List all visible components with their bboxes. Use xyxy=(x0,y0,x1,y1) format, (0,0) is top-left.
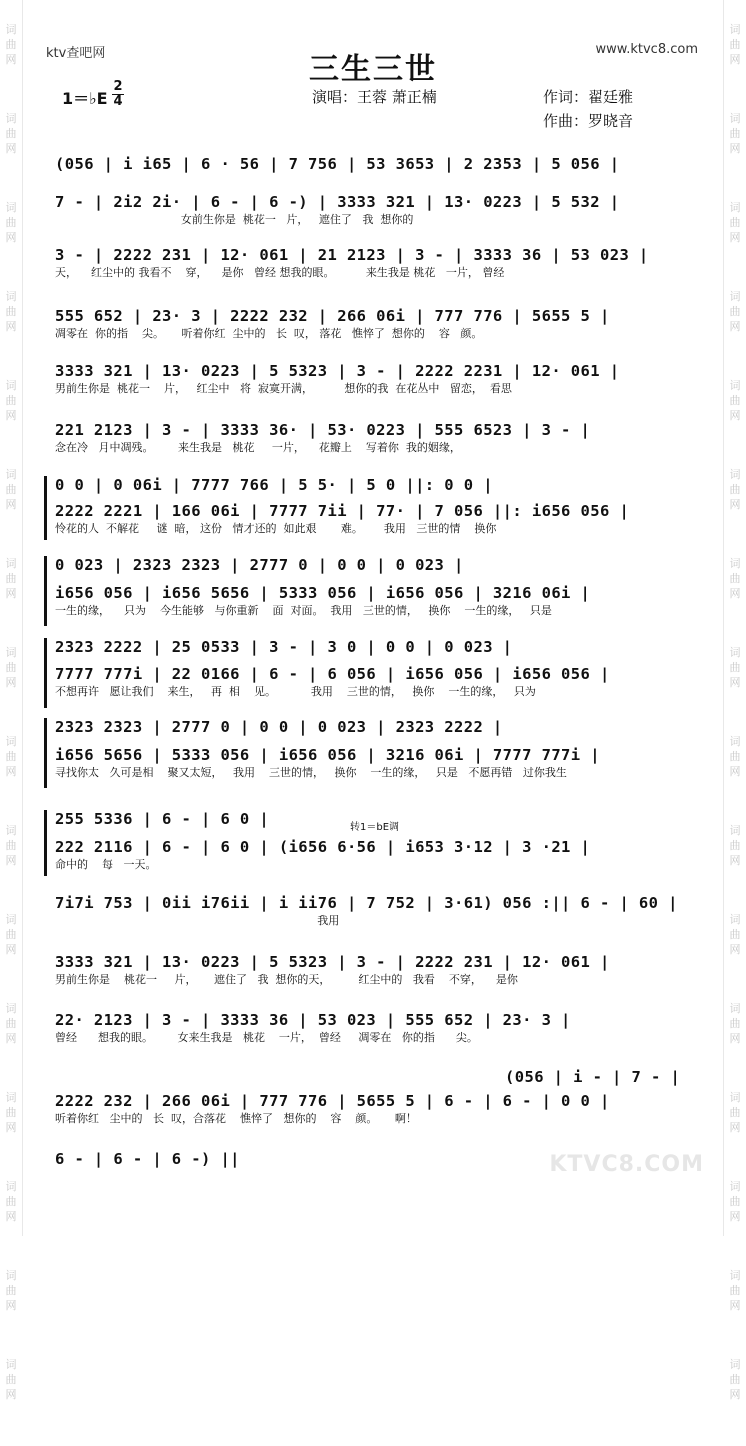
meter-top: 2 xyxy=(113,79,123,94)
side-watermark-char: 曲 xyxy=(729,1195,741,1208)
lyrics-line: 怜花的人 不解花 谜 暗， 这份 情才还的 如此艰 难。 我用 三世的情 换你 xyxy=(55,522,497,535)
side-watermark-char: 词 xyxy=(5,557,17,570)
side-watermark-char: 词 xyxy=(729,913,741,926)
side-watermark-char: 曲 xyxy=(729,394,741,407)
side-watermark-char: 曲 xyxy=(5,216,17,229)
side-watermark-char: 词 xyxy=(5,1091,17,1104)
score-line xyxy=(55,894,683,928)
side-watermark-char: 曲 xyxy=(729,1017,741,1030)
side-watermark-char: 词 xyxy=(729,1002,741,1015)
side-watermark-char: 词 xyxy=(5,1002,17,1015)
side-watermark-char: 曲 xyxy=(729,750,741,763)
side-watermark-char: 网 xyxy=(729,53,741,66)
notes-line: 0 0 | 0 06i | 7777 766 | 5 5· | 5 0 ||: 0 0 | xyxy=(55,476,493,494)
notes-line: 7777 777i | 22 0166 | 6 - | 6 056 | i656 056 | i656 056 | xyxy=(55,665,610,683)
side-watermark-char: 曲 xyxy=(5,38,17,51)
composer-credit: 作曲：罗晓音 xyxy=(543,112,634,130)
side-watermark-char: 词 xyxy=(729,23,741,36)
side-watermark-char: 网 xyxy=(5,1032,17,1045)
side-watermark-char: 曲 xyxy=(729,1284,741,1297)
side-watermark-char: 曲 xyxy=(729,305,741,318)
side-watermark-char: 网 xyxy=(5,854,17,867)
side-watermark-char: 网 xyxy=(729,1121,741,1134)
system-bracket xyxy=(44,718,51,788)
side-watermark-char: 曲 xyxy=(729,127,741,140)
side-watermark-right xyxy=(723,0,746,1401)
side-watermark-char: 词 xyxy=(5,913,17,926)
side-watermark-char: 曲 xyxy=(5,572,17,585)
side-watermark-char: 词 xyxy=(729,112,741,125)
system-bracket xyxy=(44,556,51,626)
score-line xyxy=(55,665,683,699)
notes-line: (056 | i i65 | 6 · 56 | 7 756 | 53 3653 | 2 2353 | 5 056 | xyxy=(55,155,620,173)
side-watermark-char: 曲 xyxy=(5,661,17,674)
lyrics-line: 男前生你是 桃花一 片， 遮住了 我 想你的天， 红尘中的 我看 不穿， 是你 xyxy=(55,973,518,986)
side-watermark-text xyxy=(730,22,741,1446)
score-line xyxy=(55,362,683,396)
score-line xyxy=(55,746,683,780)
score-line xyxy=(55,246,683,280)
side-watermark-char: 曲 xyxy=(5,305,17,318)
score-line xyxy=(55,155,683,173)
side-watermark-char: 网 xyxy=(729,1032,741,1045)
side-watermark-char: 网 xyxy=(5,142,17,155)
side-watermark-char: 词 xyxy=(729,824,741,837)
notes-line: 6 - | 6 - | 6 -) || xyxy=(55,1150,240,1168)
lyrics-line: 我用 xyxy=(55,914,340,927)
score-line-upper xyxy=(55,556,683,574)
side-watermark-char: 曲 xyxy=(5,1373,17,1386)
side-watermark-char: 网 xyxy=(5,1299,17,1312)
song-title: 三生三世 xyxy=(309,52,437,87)
side-watermark-char: 词 xyxy=(5,646,17,659)
side-watermark-char: 网 xyxy=(729,854,741,867)
side-watermark-char: 词 xyxy=(729,201,741,214)
notes-line: i656 056 | i656 5656 | 5333 056 | i656 056 | 3216 06i | xyxy=(55,584,591,602)
side-watermark-char: 网 xyxy=(5,53,17,66)
notes-line: 3333 321 | 13· 0223 | 5 5323 | 3 - | 2222 2231 | 12· 061 | xyxy=(55,362,620,380)
side-watermark-char: 词 xyxy=(5,824,17,837)
system-bracket xyxy=(44,638,51,708)
score-line xyxy=(55,1011,683,1045)
notes-line: 7 - | 2i2 2i· | 6 - | 6 -) | 3333 321 | 13· 0223 | 5 532 | xyxy=(55,193,620,211)
time-signature xyxy=(112,80,124,109)
side-watermark-char: 曲 xyxy=(5,127,17,140)
notes-line: 255 5336 | 6 - | 6 0 | xyxy=(55,810,270,828)
side-watermark-char: 网 xyxy=(729,1299,741,1312)
notes-line: 22· 2123 | 3 - | 3333 36 | 53 023 | 555 652 | 23· 3 | xyxy=(55,1011,571,1029)
side-watermark-char: 网 xyxy=(5,231,17,244)
side-watermark-char: 网 xyxy=(729,320,741,333)
side-watermark-char: 词 xyxy=(729,1269,741,1282)
side-watermark-char: 网 xyxy=(729,142,741,155)
corner-watermark: KTVC8.COM xyxy=(549,1152,704,1177)
lyrics-line: 不想再许 愿让我们 来生， 再 相 见。 我用 三世的情， 换你 一生的缘， 只为 xyxy=(55,685,536,698)
notes-line: i656 5656 | 5333 056 | i656 056 | 3216 06i | 7777 777i | xyxy=(55,746,600,764)
side-watermark-char: 曲 xyxy=(729,1106,741,1119)
side-watermark-char: 词 xyxy=(5,1358,17,1371)
side-watermark-char: 网 xyxy=(729,409,741,422)
side-watermark-char: 词 xyxy=(5,1269,17,1282)
side-watermark-char: 曲 xyxy=(5,928,17,941)
score-line-upper xyxy=(55,476,683,494)
notes-line: 2222 232 | 266 06i | 777 776 | 5655 5 | 6 - | 6 - | 0 0 | xyxy=(55,1092,610,1110)
side-watermark-char: 网 xyxy=(729,587,741,600)
singer-credit: 演唱：王蓉 萧正楠 xyxy=(312,88,437,106)
score-line xyxy=(55,1092,683,1126)
notes-line: (056 | i - | 7 - | xyxy=(505,1068,681,1086)
side-watermark-char: 词 xyxy=(729,1358,741,1371)
side-watermark-char: 曲 xyxy=(5,839,17,852)
score-line xyxy=(55,953,683,987)
side-watermark-char: 词 xyxy=(5,23,17,36)
side-watermark-char: 网 xyxy=(5,587,17,600)
notes-line: 3333 321 | 13· 0223 | 5 5323 | 3 - | 2222 231 | 12· 061 | xyxy=(55,953,610,971)
score-line-upper xyxy=(55,718,683,736)
lyrics-line: 念在冷 月中凋残。 来生我是 桃花 一片， 花瓣上 写着你 我的姻缘， xyxy=(55,441,461,454)
side-watermark-char: 网 xyxy=(5,943,17,956)
side-watermark-text xyxy=(6,22,17,1446)
side-watermark-char: 网 xyxy=(5,1121,17,1134)
side-watermark-char: 网 xyxy=(729,765,741,778)
side-watermark-char: 曲 xyxy=(729,661,741,674)
notes-line: 0 023 | 2323 2323 | 2777 0 | 0 0 | 0 023 | xyxy=(55,556,464,574)
notes-line: 2222 2221 | 166 06i | 7777 7ii | 77· | 7 056 ||: i656 056 | xyxy=(55,502,630,520)
side-watermark-char: 词 xyxy=(5,290,17,303)
site-url[interactable]: www.ktvc8.com xyxy=(595,42,698,57)
lyrics-line: 命中的 每 一天。 xyxy=(55,858,157,871)
side-watermark-char: 曲 xyxy=(5,1017,17,1030)
side-watermark-char: 曲 xyxy=(5,1195,17,1208)
notes-line: 2323 2323 | 2777 0 | 0 0 | 0 023 | 2323 2222 | xyxy=(55,718,503,736)
side-watermark-char: 网 xyxy=(5,676,17,689)
side-watermark-char: 网 xyxy=(729,676,741,689)
score-line xyxy=(55,307,683,341)
side-watermark-char: 网 xyxy=(5,1210,17,1223)
side-watermark-char: 曲 xyxy=(5,1284,17,1297)
side-watermark-char: 曲 xyxy=(729,1373,741,1386)
side-watermark-char: 曲 xyxy=(729,216,741,229)
side-watermark-char: 网 xyxy=(5,320,17,333)
side-watermark-char: 词 xyxy=(729,290,741,303)
lyricist-credit: 作词：翟廷雅 xyxy=(543,88,634,106)
side-watermark-char: 网 xyxy=(5,409,17,422)
side-watermark-char: 词 xyxy=(729,735,741,748)
side-watermark-char: 曲 xyxy=(729,483,741,496)
lyrics-line: 听着你红 尘中的 长 叹，合落花 憔悴了 想你的 容 颜。 啊！ xyxy=(55,1112,417,1125)
side-watermark-char: 词 xyxy=(5,201,17,214)
score-line-upper xyxy=(55,638,683,656)
score-line-upper xyxy=(505,1068,685,1086)
lyrics-line: 凋零在 你的指 尖。 听着你红 尘中的 长 叹， 落花 憔悴了 想你的 容 颜。 xyxy=(55,327,483,340)
system-bracket xyxy=(44,476,51,540)
side-watermark-char: 词 xyxy=(729,1180,741,1193)
side-watermark-char: 曲 xyxy=(729,839,741,852)
side-watermark-char: 词 xyxy=(729,379,741,392)
side-watermark-char: 网 xyxy=(729,1388,741,1401)
side-watermark-char: 曲 xyxy=(5,483,17,496)
side-watermark-char: 曲 xyxy=(729,572,741,585)
lyrics-line: 寻找你太 久可是相 聚又太短， 我用 三世的情， 换你 一生的缘， 只是 不愿再错 过你我生 xyxy=(55,766,567,779)
score-line xyxy=(55,193,683,227)
side-watermark-char: 词 xyxy=(729,557,741,570)
side-watermark-char: 网 xyxy=(729,231,741,244)
side-watermark-char: 词 xyxy=(5,379,17,392)
side-watermark-char: 网 xyxy=(5,765,17,778)
notes-line: 222 2116 | 6 - | 6 0 | (i656 6·56 | i653 3·12 | 3 ·21 | xyxy=(55,838,591,856)
side-watermark-char: 曲 xyxy=(5,750,17,763)
notes-line: 3 - | 2222 231 | 12· 061 | 21 2123 | 3 - | 3333 36 | 53 023 | xyxy=(55,246,649,264)
side-watermark-char: 词 xyxy=(729,468,741,481)
meter-bottom: 4 xyxy=(113,94,123,109)
lyrics-line: 一生的缘， 只为 今生能够 与你重新 面 对面。 我用 三世的情， 换你 一生的缘， 只是 xyxy=(55,604,552,617)
side-watermark-char: 曲 xyxy=(729,38,741,51)
side-watermark-char: 词 xyxy=(729,1091,741,1104)
notes-line: 221 2123 | 3 - | 3333 36· | 53· 0223 | 555 6523 | 3 - | xyxy=(55,421,591,439)
side-watermark-char: 词 xyxy=(5,468,17,481)
side-watermark-char: 网 xyxy=(5,1388,17,1401)
side-watermark-char: 曲 xyxy=(5,1106,17,1119)
notes-line: 2323 2222 | 25 0533 | 3 - | 3 0 | 0 0 | 0 023 | xyxy=(55,638,513,656)
score-line xyxy=(55,838,683,872)
side-watermark-char: 词 xyxy=(729,646,741,659)
site-name: ktv查吧网 xyxy=(46,46,106,61)
lyrics-line: 天， 红尘中的 我看不 穿， 是你 曾经 想我的眼。 来生我是 桃花 一片， 曾经 xyxy=(55,266,505,279)
side-watermark-char: 词 xyxy=(5,112,17,125)
notes-line: 7i7i 753 | 0ii i76ii | i ii76 | 7 752 | 3·61) 056 :|| 6 - | 60 | xyxy=(55,894,678,912)
side-watermark-char: 网 xyxy=(5,498,17,511)
score-line xyxy=(55,502,683,536)
score-line xyxy=(55,584,683,618)
side-watermark-left xyxy=(0,0,23,1401)
side-watermark-char: 网 xyxy=(729,1210,741,1223)
score-line xyxy=(55,421,683,455)
key-signature: 1＝♭E xyxy=(62,89,108,108)
system-bracket xyxy=(44,810,51,876)
lyrics-line: 男前生你是 桃花一 片， 红尘中 将 寂寞开满， 想你的我 在花丛中 留恋， 看思 xyxy=(55,382,512,395)
lyrics-line: 女前生你是 桃花一 片， 遮住了 我 想你的 xyxy=(55,213,414,226)
modulation-note: 转1＝bE调 xyxy=(350,822,400,833)
side-watermark-char: 网 xyxy=(729,498,741,511)
side-watermark-char: 词 xyxy=(5,735,17,748)
side-watermark-char: 网 xyxy=(729,943,741,956)
notes-line: 555 652 | 23· 3 | 2222 232 | 266 06i | 777 776 | 5655 5 | xyxy=(55,307,610,325)
side-watermark-char: 曲 xyxy=(5,394,17,407)
side-watermark-char: 曲 xyxy=(729,928,741,941)
side-watermark-char: 词 xyxy=(5,1180,17,1193)
lyrics-line: 曾经 想我的眼。 女来生我是 桃花 一片， 曾经 凋零在 你的指 尖。 xyxy=(55,1031,478,1044)
